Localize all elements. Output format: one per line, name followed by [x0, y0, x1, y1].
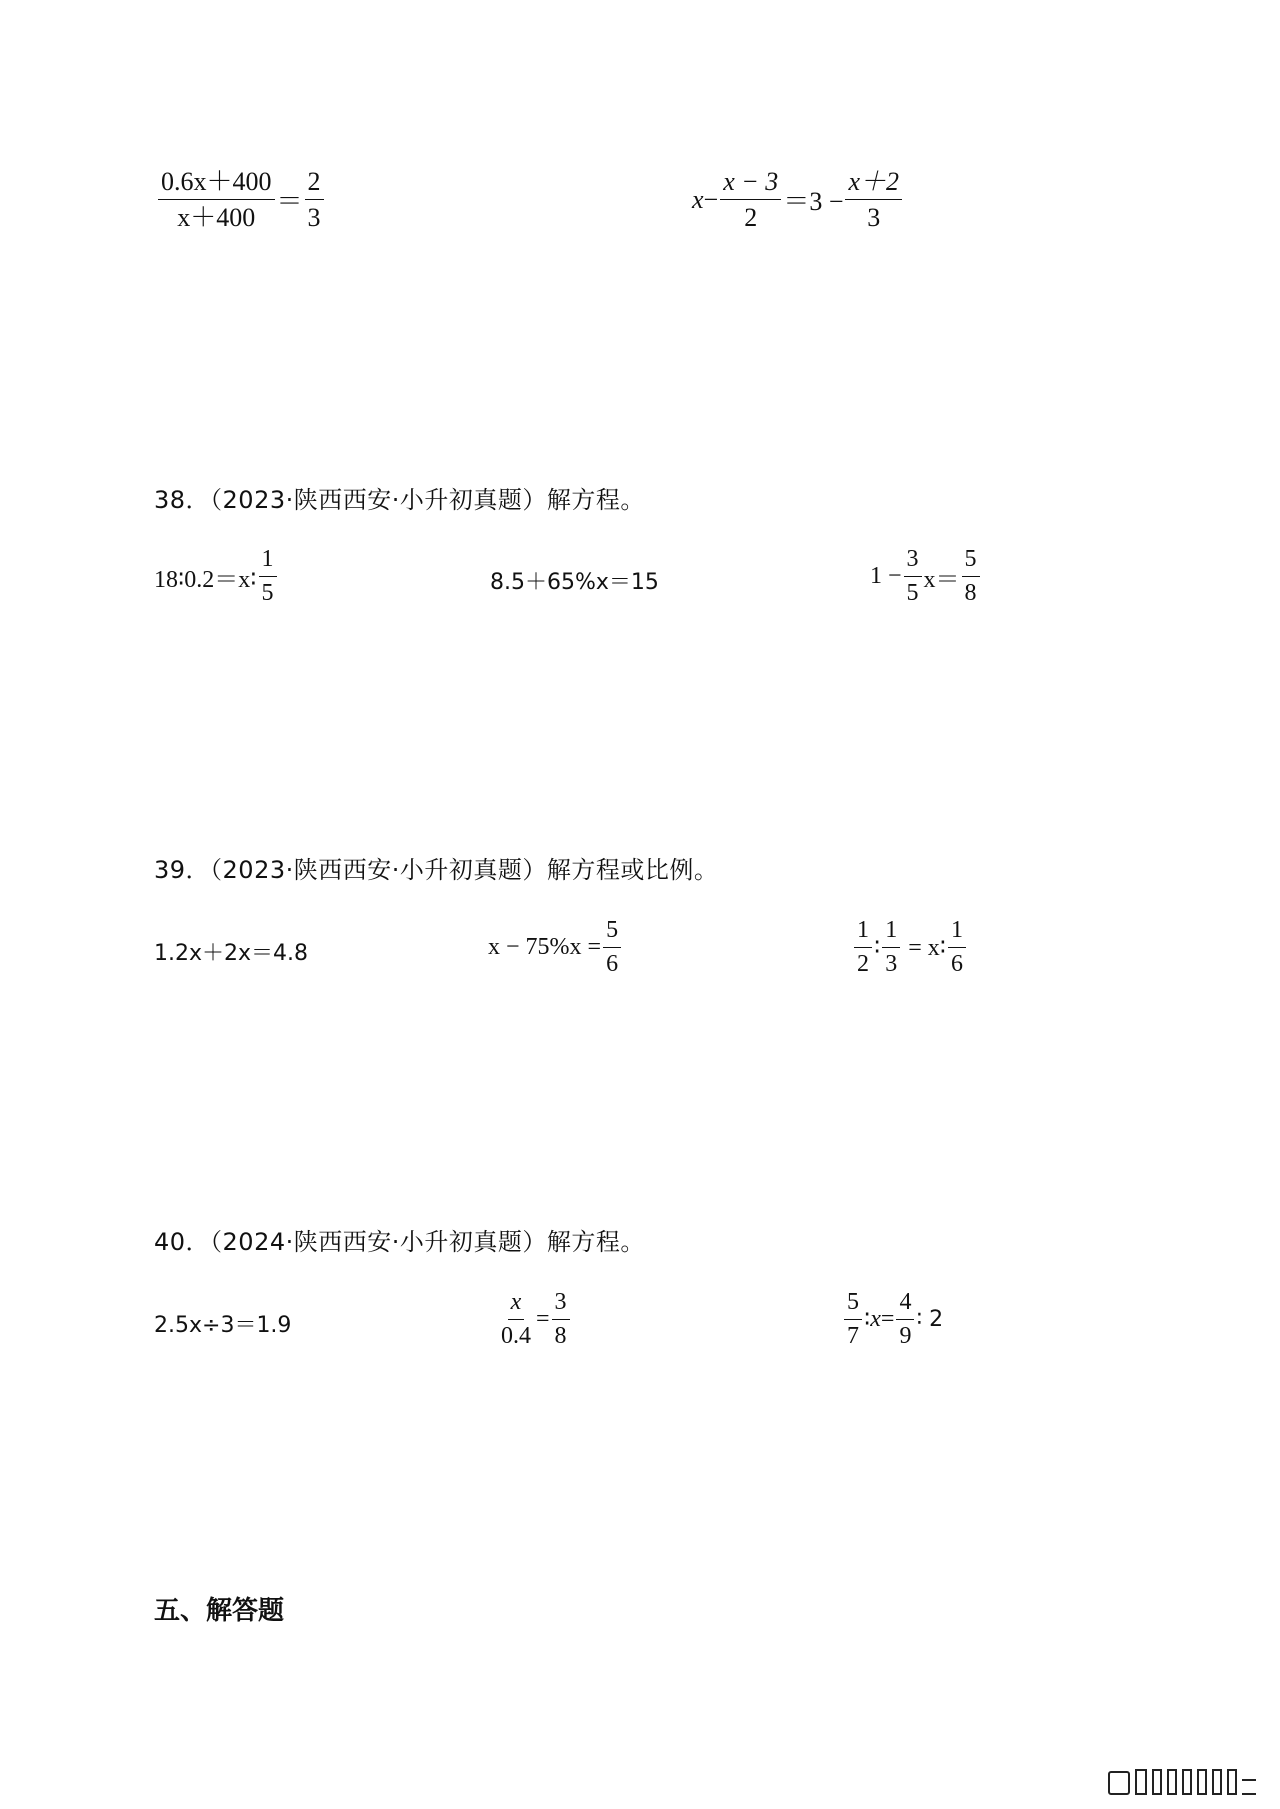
- q38-equation-1: 18∶0.2＝x∶ $\frac{1}{5}$: [154, 547, 279, 606]
- fraction: $\frac{5}{7}$: [844, 1290, 862, 1349]
- q40-equation-1: 2.5x÷3＝1.9: [154, 1313, 292, 1338]
- q38-equation-2: 8.5＋65%x＝15: [490, 570, 659, 595]
- question-40-heading: 40．（2024·陕西西安·小升初真题）解方程。: [154, 1228, 645, 1256]
- q39-equation-2: x − 75%x = $\frac{5}{6}$: [488, 918, 623, 977]
- equation-top-left: $\frac{0.6x+400}{x+400}$ ＝ $\frac{2}{3}$: [156, 168, 326, 232]
- q39-equation-3: $\frac{1}{2}$ ∶ $\frac{1}{3}$ = x∶ $\frac{1}{6}$: [852, 918, 968, 977]
- fraction: $\frac{3}{5}$: [904, 547, 922, 606]
- fraction: $\frac{3}{8}$: [552, 1290, 570, 1349]
- fraction: $\frac{1}{5}$: [259, 547, 277, 606]
- fraction: $\frac{2}{3}$: [305, 168, 324, 232]
- fraction: $\frac{1}{6}$: [948, 918, 966, 977]
- fraction: $\frac{x+2}{3}$: [845, 168, 902, 232]
- fraction: $\frac{x - 3}{2}$: [720, 168, 781, 232]
- q38-equation-3: 1 − $\frac{3}{5}$ x＝ $\frac{5}{8}$: [870, 547, 982, 606]
- section-title: 五、解答题: [154, 1596, 285, 1626]
- fraction: $\frac{5}{6}$: [603, 918, 621, 977]
- question-39-heading: 39．（2023·陕西西安·小升初真题）解方程或比例。: [154, 856, 719, 884]
- fraction: $\frac{1}{3}$: [882, 918, 900, 977]
- fraction: $\frac{0.6x+400}{x+400}$: [158, 168, 275, 232]
- equation-top-right: x − $\frac{x - 3}{2}$ ＝3 − $\frac{x+2}{3}$: [692, 168, 904, 232]
- fraction: $\frac{5}{8}$: [962, 547, 980, 606]
- q40-equation-2: $\frac{x}{0.4}$ = $\frac{3}{8}$: [496, 1290, 572, 1349]
- fraction: $\frac{4}{9}$: [896, 1290, 914, 1349]
- fraction: $\frac{1}{2}$: [854, 918, 872, 977]
- q40-equation-3: $\frac{5}{7}$ ∶ x = $\frac{4}{9}$ ∶ 2: [842, 1290, 943, 1349]
- q39-equation-1: 1.2x＋2x＝4.8: [154, 941, 309, 966]
- fraction: $\frac{x}{0.4}$: [501, 1289, 531, 1350]
- question-38-heading: 38．（2023·陕西西安·小升初真题）解方程。: [154, 486, 645, 514]
- watermark-logo: [1108, 1769, 1256, 1795]
